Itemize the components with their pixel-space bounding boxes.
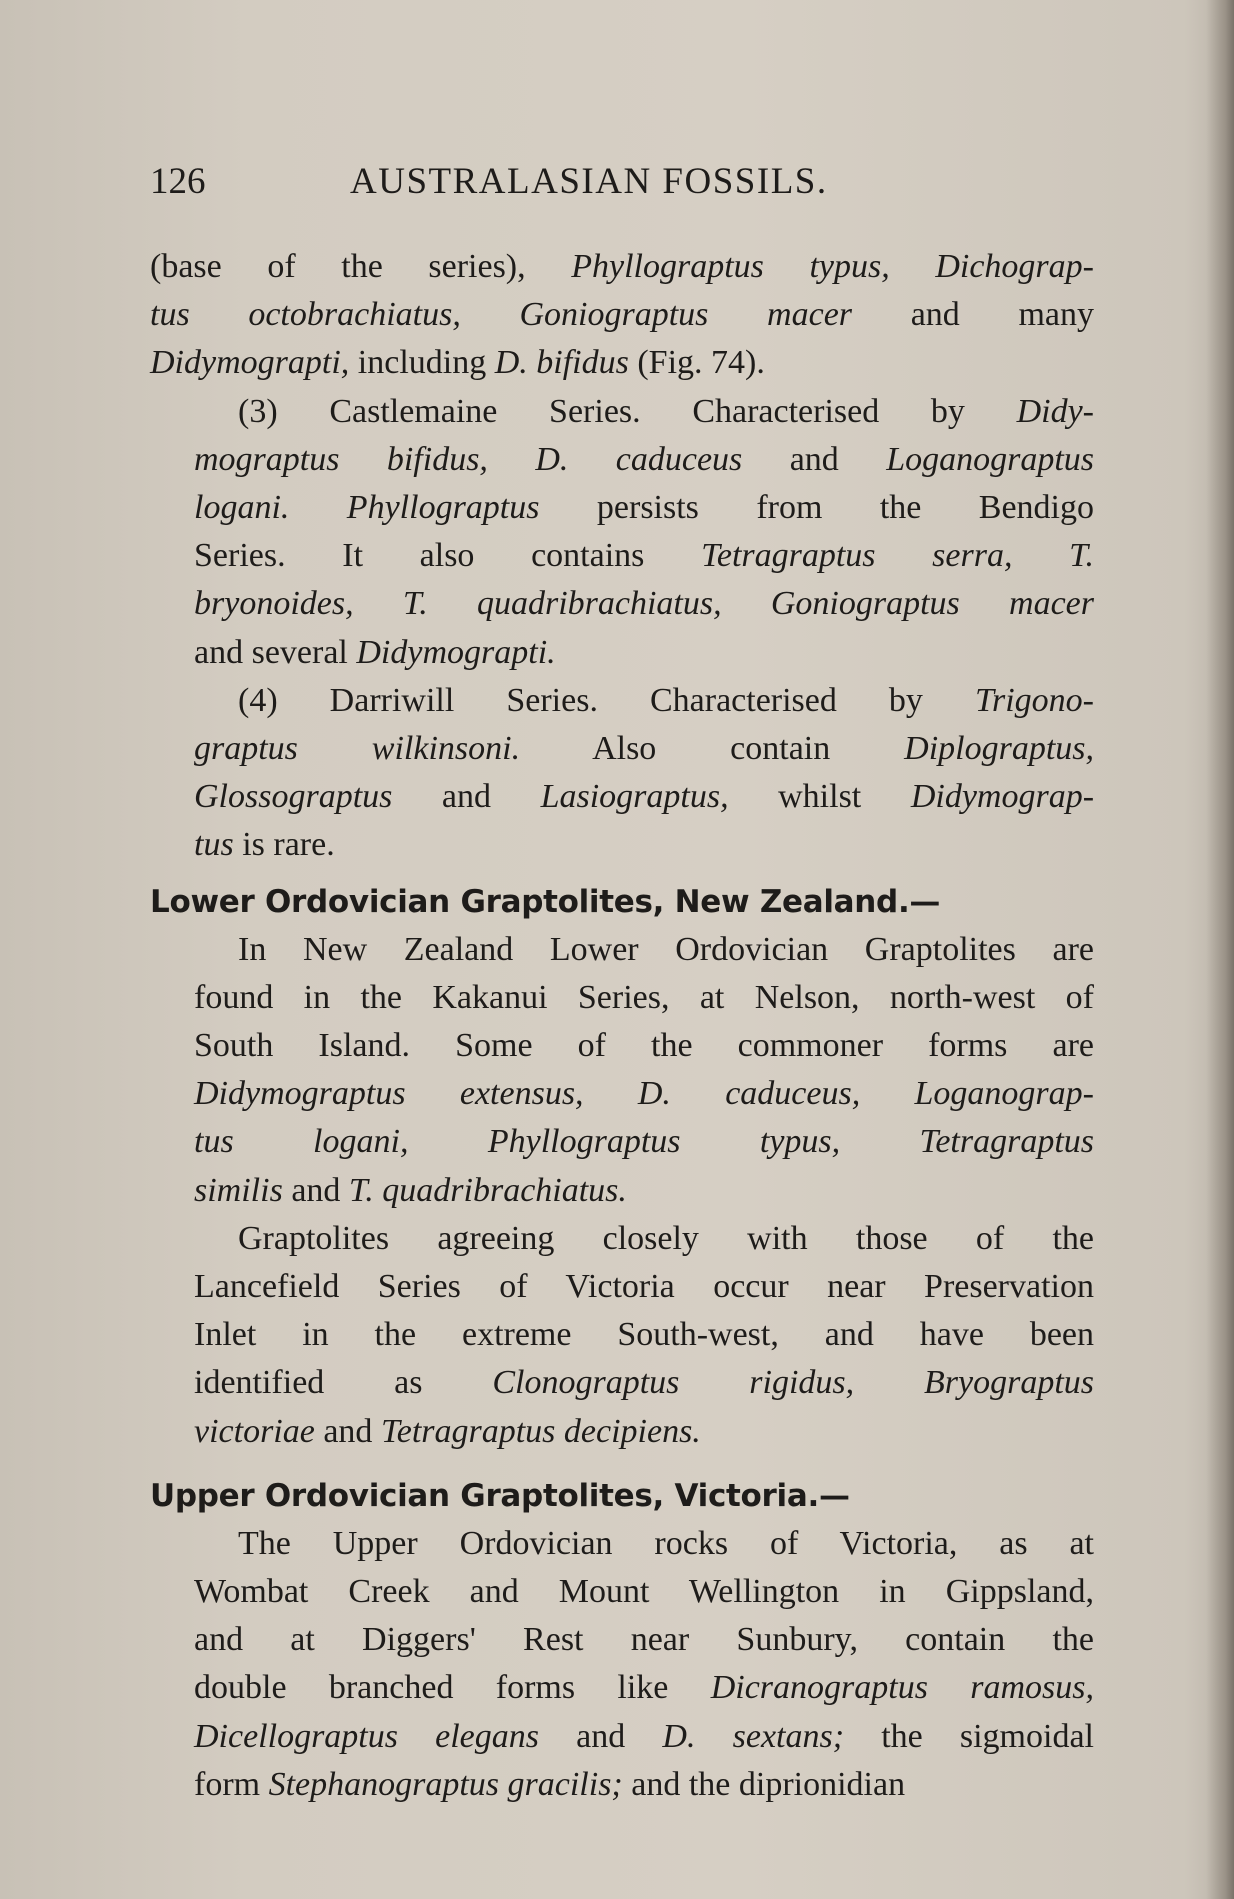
text-run: (4) Darriwill Series. Characterised by — [238, 681, 975, 719]
italic-taxon-text: Lasiograptus, — [540, 778, 729, 816]
text-line — [150, 339, 1094, 387]
text-line — [150, 773, 1094, 821]
text-line — [150, 532, 1094, 580]
italic-taxon-text: Trigono- — [974, 681, 1094, 719]
paragraph — [150, 677, 1094, 870]
text-line — [150, 1616, 1094, 1664]
text-line — [150, 1713, 1094, 1761]
text-run: the sigmoidal — [844, 1717, 1094, 1755]
text-line — [150, 388, 1094, 436]
page-header — [150, 160, 1090, 210]
italic-taxon-text: bryonoides, T. quadribrachiatus, Goniograptus macer — [194, 585, 1094, 623]
text-run: The Upper Ordovician rocks of Victoria, as at — [238, 1524, 1094, 1562]
italic-taxon-text: tus — [194, 826, 234, 864]
text-line — [150, 243, 1094, 291]
text-run: and at Diggers' Rest near Sunbury, contain the — [194, 1621, 1094, 1659]
text-line — [150, 1022, 1094, 1070]
section-heading: Lower Ordovician Graptolites, New Zealand.— — [150, 883, 941, 920]
page-gutter-shadow — [1206, 0, 1234, 1899]
text-run: and — [282, 1171, 349, 1209]
text-run: (Fig. 74). — [628, 344, 765, 382]
text-line — [150, 1167, 1094, 1215]
text-run: and — [314, 1412, 381, 1450]
italic-taxon-text: Glossograptus — [194, 778, 393, 816]
italic-taxon-text: Didymograptus extensus, D. caduceus, Loganograp- — [194, 1075, 1094, 1113]
text-run: form — [194, 1765, 269, 1803]
text-run: Lancefield Series of Victoria occur near Preservation — [194, 1268, 1094, 1306]
page-body — [150, 243, 1094, 1809]
paragraph — [150, 1215, 1094, 1456]
text-line — [150, 1311, 1094, 1359]
italic-taxon-text: logani. Phyllograptus — [194, 489, 540, 527]
text-run: and the diprionidian — [622, 1765, 906, 1803]
text-run: is rare. — [233, 826, 335, 864]
italic-taxon-text: Didy- — [1016, 392, 1094, 430]
text-run: and — [539, 1717, 663, 1755]
text-line — [150, 1568, 1094, 1616]
text-line — [150, 1359, 1094, 1407]
text-line — [150, 629, 1094, 677]
text-line — [150, 1520, 1094, 1568]
italic-taxon-text: Dicellograptus elegans — [194, 1717, 539, 1755]
text-run: and many — [852, 296, 1094, 334]
text-line — [150, 436, 1094, 484]
text-run: (base of the series), — [150, 248, 572, 285]
paragraph — [150, 388, 1094, 677]
text-run: including — [349, 344, 495, 382]
text-line — [150, 926, 1094, 974]
italic-taxon-text: Didymograp- — [910, 778, 1095, 816]
text-line — [150, 1070, 1094, 1118]
paragraph — [150, 1520, 1094, 1809]
italic-taxon-text: Tetragraptus serra, T. — [701, 537, 1095, 575]
italic-taxon-text: T. quadribrachiatus. — [348, 1171, 627, 1209]
italic-taxon-text: Diplograptus, — [904, 730, 1094, 768]
text-run: double branched forms like — [194, 1669, 711, 1707]
text-run: Inlet in the extreme South-west, and have been — [194, 1316, 1094, 1354]
text-line — [150, 1263, 1094, 1311]
text-run: South Island. Some of the commoner forms are — [194, 1027, 1094, 1065]
text-run: identified as — [194, 1364, 493, 1402]
text-run: Wombat Creek and Mount Wellington in Gippsland, — [194, 1573, 1094, 1611]
text-line — [150, 1215, 1094, 1263]
italic-taxon-text: tus logani, Phyllograptus typus, Tetragraptus — [194, 1123, 1094, 1161]
text-run: found in the Kakanui Series, at Nelson, north-west of — [194, 978, 1094, 1016]
text-line — [150, 484, 1094, 532]
italic-taxon-text: Loganograptus — [886, 440, 1095, 478]
text-line — [150, 1408, 1094, 1456]
text-run: and several — [194, 633, 357, 671]
italic-taxon-text: D. sextans; — [662, 1717, 845, 1755]
text-line — [150, 821, 1094, 869]
text-run: Also contain — [520, 730, 905, 768]
italic-taxon-text: victoriae — [194, 1412, 315, 1450]
text-run: and — [742, 440, 887, 478]
text-line — [150, 677, 1094, 725]
text-line — [150, 1761, 1094, 1809]
paragraph — [150, 243, 1094, 388]
text-run: Series. It also contains — [194, 537, 702, 575]
text-line — [150, 1118, 1094, 1166]
text-line — [150, 725, 1094, 773]
italic-taxon-text: Phyllograptus typus, Dichograp- — [571, 248, 1094, 285]
italic-taxon-text: Dicranograptus ramosus, — [710, 1669, 1094, 1707]
italic-taxon-text: Stephanograptus gracilis; — [268, 1765, 623, 1803]
text-line — [150, 1664, 1094, 1712]
text-run: (3) Castlemaine Series. Characterised by — [238, 392, 1017, 430]
page-number: 126 — [150, 161, 206, 202]
italic-taxon-text: similis — [194, 1171, 283, 1209]
italic-taxon-text: Didymograpti. — [356, 633, 556, 671]
section-heading: Upper Ordovician Graptolites, Victoria.— — [150, 1477, 850, 1514]
text-run: In New Zealand Lower Ordovician Graptolites are — [238, 930, 1094, 968]
text-run: persists from the Bendigo — [539, 489, 1095, 527]
text-line — [150, 291, 1094, 339]
italic-taxon-text: Tetragraptus decipiens. — [380, 1412, 701, 1450]
text-line — [150, 580, 1094, 628]
paragraph — [150, 926, 1094, 1215]
italic-taxon-text: mograptus bifidus, D. caduceus — [194, 440, 743, 478]
text-run: and — [392, 778, 541, 816]
running-title: AUSTRALASIAN FOSSILS. — [350, 161, 828, 202]
italic-taxon-text: Clonograptus rigidus, Bryograptus — [492, 1364, 1094, 1402]
text-run: Graptolites agreeing closely with those of the — [238, 1219, 1094, 1257]
italic-taxon-text: graptus wilkinsoni. — [194, 730, 521, 768]
text-run: whilst — [728, 778, 911, 816]
italic-taxon-text: D. bifidus — [494, 344, 629, 382]
italic-taxon-text: tus octobrachiatus, Goniograptus macer — [150, 296, 853, 334]
italic-taxon-text: Didymograpti, — [150, 344, 350, 382]
text-line — [150, 974, 1094, 1022]
